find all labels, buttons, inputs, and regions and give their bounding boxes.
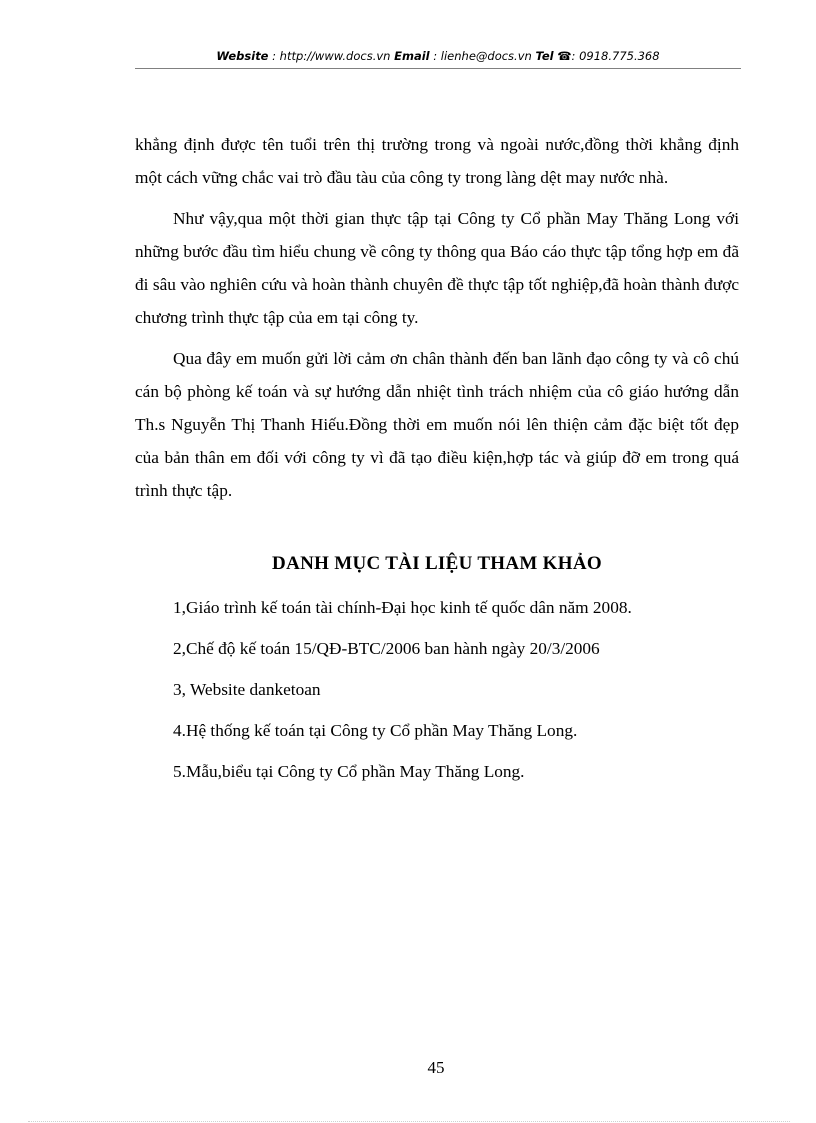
document-body [135,128,739,515]
reference-item: 5.Mẫu,biểu tại Công ty Cổ phần May Thăng Long. [173,762,525,781]
references-list [173,594,739,799]
page-number: 45 [427,1058,445,1077]
tel-label: Tel [535,49,554,63]
website-label: Website [216,49,269,63]
tel-value: : 0918.775.368 [571,49,660,63]
paragraph-3: Qua đây em muốn gửi lời cảm ơn chân thành đến ban lãnh đạo công ty và cô chú cán bộ phòng kế toán và sự hướng dẫn nhiệt tình trách nhiệm của cô giáo hướng dẫn Th.s Nguyễn Thị Thanh Hiếu.Đồng thời em muốn nói lên thiện cảm đặc biệt tốt đẹp của bản thân em đối với công ty vì đã tạo điều kiện,hợp tác và giúp đỡ em trong quá trình thực tập. [135,349,739,500]
reference-item: 4.Hệ thống kế toán tại Công ty Cổ phần May Thăng Long. [173,721,578,740]
paragraph-1: khẳng định được tên tuổi trên thị trường trong và ngoài nước,đồng thời khẳng định một cách vững chắc vai trò đầu tàu của công ty trong làng dệt may nước nhà. [135,135,739,187]
page-header [135,46,741,69]
phone-icon: ☎ [557,49,572,63]
email-value: : lienhe@docs.vn [429,49,536,63]
paragraph-2: Như vậy,qua một thời gian thực tập tại Công ty Cổ phần May Thăng Long với những bước đầu tìm hiểu chung về công ty thông qua Báo cáo thực tập tổng hợp em đã đi sâu vào nghiên cứu và hoàn thành chuyên đề thực tập tốt nghiệp,đã hoàn thành được chương trình thực tập của em tại công ty. [135,209,739,327]
reference-item: 1,Giáo trình kế toán tài chính-Đại học kinh tế quốc dân năm 2008. [173,598,632,617]
reference-item: 2,Chế độ kế toán 15/QĐ-BTC/2006 ban hành ngày 20/3/2006 [173,639,600,658]
bottom-divider [28,1121,790,1122]
references-title: DANH MỤC TÀI LIỆU THAM KHẢO [272,553,602,574]
email-label: Email [394,49,430,63]
website-value: : http://www.docs.vn [268,49,395,63]
reference-item: 3, Website danketoan [173,680,321,699]
